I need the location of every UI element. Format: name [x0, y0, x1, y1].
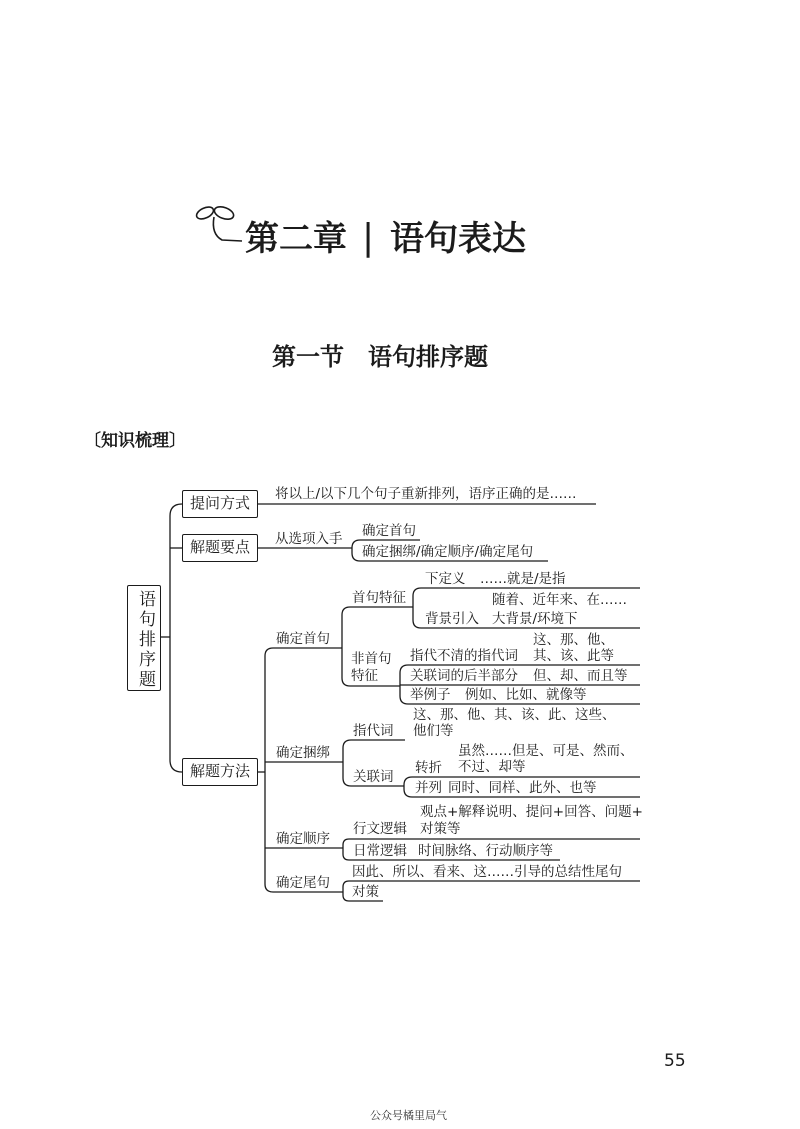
binding-conjunction-label: 关联词: [353, 769, 394, 785]
example-value: 例如、比如、就像等: [465, 687, 587, 703]
transition-label: 转折: [415, 760, 442, 776]
key-points-item: 确定首句: [362, 523, 416, 539]
chapter-separator: |: [362, 217, 375, 258]
footer-watermark: 公众号橘里局气: [370, 1109, 447, 1122]
conjunction-second-half-label: 关联词的后半部分: [410, 668, 518, 684]
conjunction-second-half-value: 但、却、而且等: [533, 668, 628, 684]
key-points-approach: 从选项入手: [275, 531, 343, 547]
methods-spine: [265, 648, 343, 892]
knowledge-heading: 〔知识梳理〕: [84, 431, 186, 451]
node-question-form: 提问方式: [182, 490, 258, 518]
node-order: 确定顺序: [276, 831, 330, 847]
definition-label: 下定义: [425, 571, 466, 587]
binding-pronoun-label: 指代词: [353, 723, 394, 739]
chapter-title: 语句表达: [390, 219, 526, 259]
definition-value: ……就是/是指: [480, 571, 566, 587]
unclear-pronoun-label: 指代不清的指代词: [410, 648, 518, 664]
question-form-text: 将以上/以下几个句子重新排列，语序正确的是……: [275, 486, 577, 502]
transition-values-line2: 不过、却等: [458, 759, 526, 775]
parallel-label: 并列: [415, 780, 442, 796]
main-spine: [170, 504, 182, 772]
background-value: 大背景/环境下: [492, 611, 578, 627]
chapter-number: 第二章: [245, 219, 347, 259]
unclear-pronoun-values-line2: 其、该、此等: [533, 648, 614, 664]
node-non-first-features: 非首句: [351, 651, 392, 667]
background-examples: 随着、近年来、在……: [492, 592, 627, 608]
last-sentence-item: 因此、所以、看来、这……引导的总结性尾句: [352, 864, 622, 880]
background-label: 背景引入: [425, 611, 479, 627]
node-first-sentence: 确定首句: [276, 631, 330, 647]
node-first-sentence-features: 首句特征: [352, 590, 406, 606]
last-sentence-item: 对策: [352, 884, 379, 900]
node-non-first-features-line2: 特征: [351, 668, 378, 684]
section-title: 第一节 语句排序题: [272, 343, 488, 371]
mindmap-root: 语句排序题: [127, 585, 161, 691]
node-last-sentence: 确定尾句: [276, 875, 330, 891]
example-label: 举例子: [410, 687, 451, 703]
daily-logic-values: 时间脉络、行动顺序等: [418, 843, 553, 859]
parallel-values: 同时、同样、此外、也等: [448, 780, 597, 796]
binding-pronoun-values: 这、那、他、其、该、此、这些、: [413, 707, 616, 723]
page-number: 55: [664, 1051, 686, 1071]
binding-pronoun-values-line2: 他们等: [413, 723, 454, 739]
writing-logic-label: 行文逻辑: [353, 821, 407, 837]
daily-logic-label: 日常逻辑: [353, 843, 407, 859]
writing-logic-values: 观点+解释说明、提问+回答、问题+: [420, 804, 643, 820]
last-sentence-bracket: [343, 881, 640, 901]
node-binding: 确定捆绑: [276, 745, 330, 761]
node-key-points: 解题要点: [182, 534, 258, 562]
writing-logic-values-line2: 对策等: [420, 821, 461, 837]
node-methods: 解题方法: [182, 758, 258, 786]
unclear-pronoun-values: 这、那、他、: [533, 632, 614, 648]
transition-values: 虽然……但是、可是、然而、: [458, 743, 634, 759]
key-points-item: 确定捆绑/确定顺序/确定尾句: [362, 544, 534, 560]
